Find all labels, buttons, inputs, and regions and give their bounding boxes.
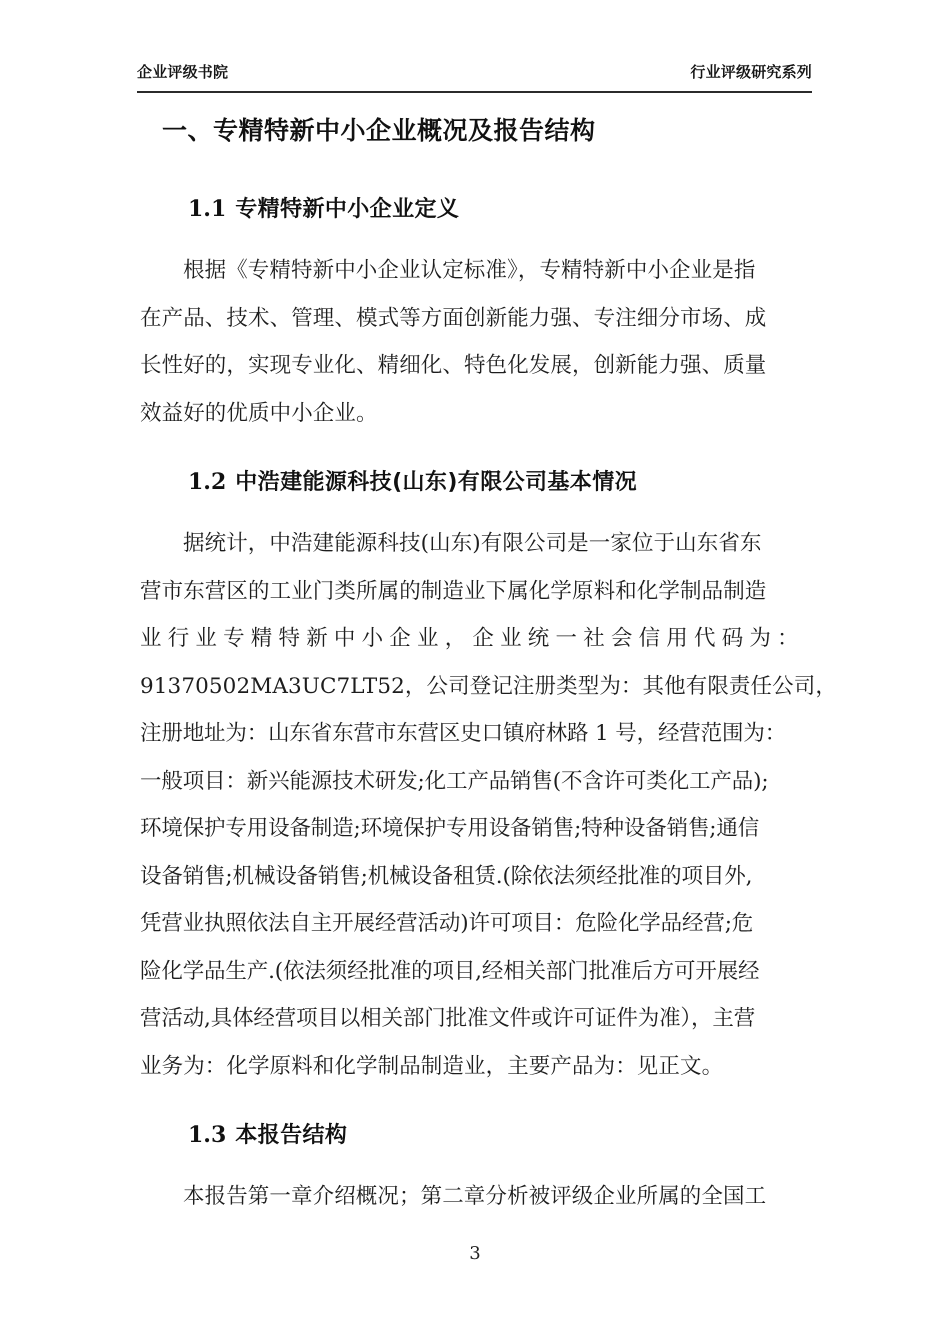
header-divider-rule: [137, 91, 812, 93]
spacer: [140, 152, 812, 190]
paragraph-line: 注册地址为：山东省东营市东营区史口镇府林路 1 号，经营范围为：: [140, 721, 787, 746]
section-title-text: 本报告结构: [235, 1123, 348, 1148]
paragraph-line: 营活动,具体经营项目以相关部门批准文件或许可证件为准），主营: [140, 1006, 756, 1031]
page-title: 一、专精特新中小企业概况及报告结构: [162, 116, 596, 145]
spacer: [140, 502, 812, 520]
section-number: 1.3: [188, 1122, 227, 1148]
paragraph-report-structure: [140, 1173, 812, 1221]
paragraph-line: 设备销售;机械设备销售;机械设备租赁.(除依法须经批准的项目外,: [140, 863, 753, 889]
paragraph-line: 据统计，中浩建能源科技(山东)有限公司是一家位于山东省东: [183, 531, 762, 556]
header-right-text: 行业评级研究系列: [690, 63, 812, 81]
paragraph-line: 一般项目：新兴能源技术研发;化工产品销售(不含许可类化工产品);: [140, 768, 769, 794]
section-heading-1-1: [140, 190, 812, 229]
paragraph-line: 根据《专精特新中小企业认定标准》，专精特新中小企业是指: [183, 258, 756, 283]
paragraph-line: 效益好的优质中小企业。: [140, 400, 378, 426]
section-title-text: 专精特新中小企业定义: [235, 197, 460, 222]
header-left-text: 企业评级书院: [137, 63, 229, 81]
spacer: [140, 1090, 812, 1116]
section-number: 1.1: [188, 196, 227, 222]
paragraph-company-profile: [140, 520, 837, 1090]
paragraph-definition: [140, 247, 812, 437]
paragraph-line: 环境保护专用设备制造;环境保护专用设备销售;特种设备销售;通信: [140, 816, 760, 841]
paragraph-line: 凭营业执照依法自主开展经营活动)许可项目：危险化学品经营;危: [140, 911, 754, 936]
spacer: [140, 437, 812, 463]
paragraph-line: 本报告第一章介绍概况；第二章分析被评级企业所属的全国工: [183, 1184, 767, 1209]
section-heading-1-3: [140, 1116, 812, 1155]
spacer: [140, 1155, 812, 1173]
section-title-text: 中浩建能源科技(山东)有限公司基本情况: [235, 470, 637, 495]
paragraph-line: 业务为：化学原料和化学制品制造业，主要产品为：见正文。: [140, 1053, 724, 1079]
page-number: 3: [469, 1243, 481, 1264]
paragraph-line: 营市东营区的工业门类所属的制造业下属化学原料和化学制品制造: [140, 578, 767, 604]
paragraph-line: 险化学品生产.(依法须经批准的项目,经相关部门批准后方可开展经: [140, 958, 760, 984]
page-content: [140, 110, 837, 1221]
paragraph-line: 长性好的，实现专业化、精细化、特色化发展，创新能力强、质量: [140, 353, 767, 378]
paragraph-line-credit-code: 91370502MA3UC7LT52，公司登记注册类型为：其他有限责任公司，: [140, 673, 837, 699]
running-header: [137, 62, 812, 82]
section-number: 1.2: [188, 469, 227, 495]
spacer: [140, 229, 812, 247]
section-heading-1-2: [140, 463, 812, 502]
paragraph-line: 在产品、技术、管理、模式等方面创新能力强、专注细分市场、成: [140, 305, 767, 331]
paragraph-line: 业行业专精特新中小企业，企业统一社会信用代码为：: [140, 626, 805, 651]
